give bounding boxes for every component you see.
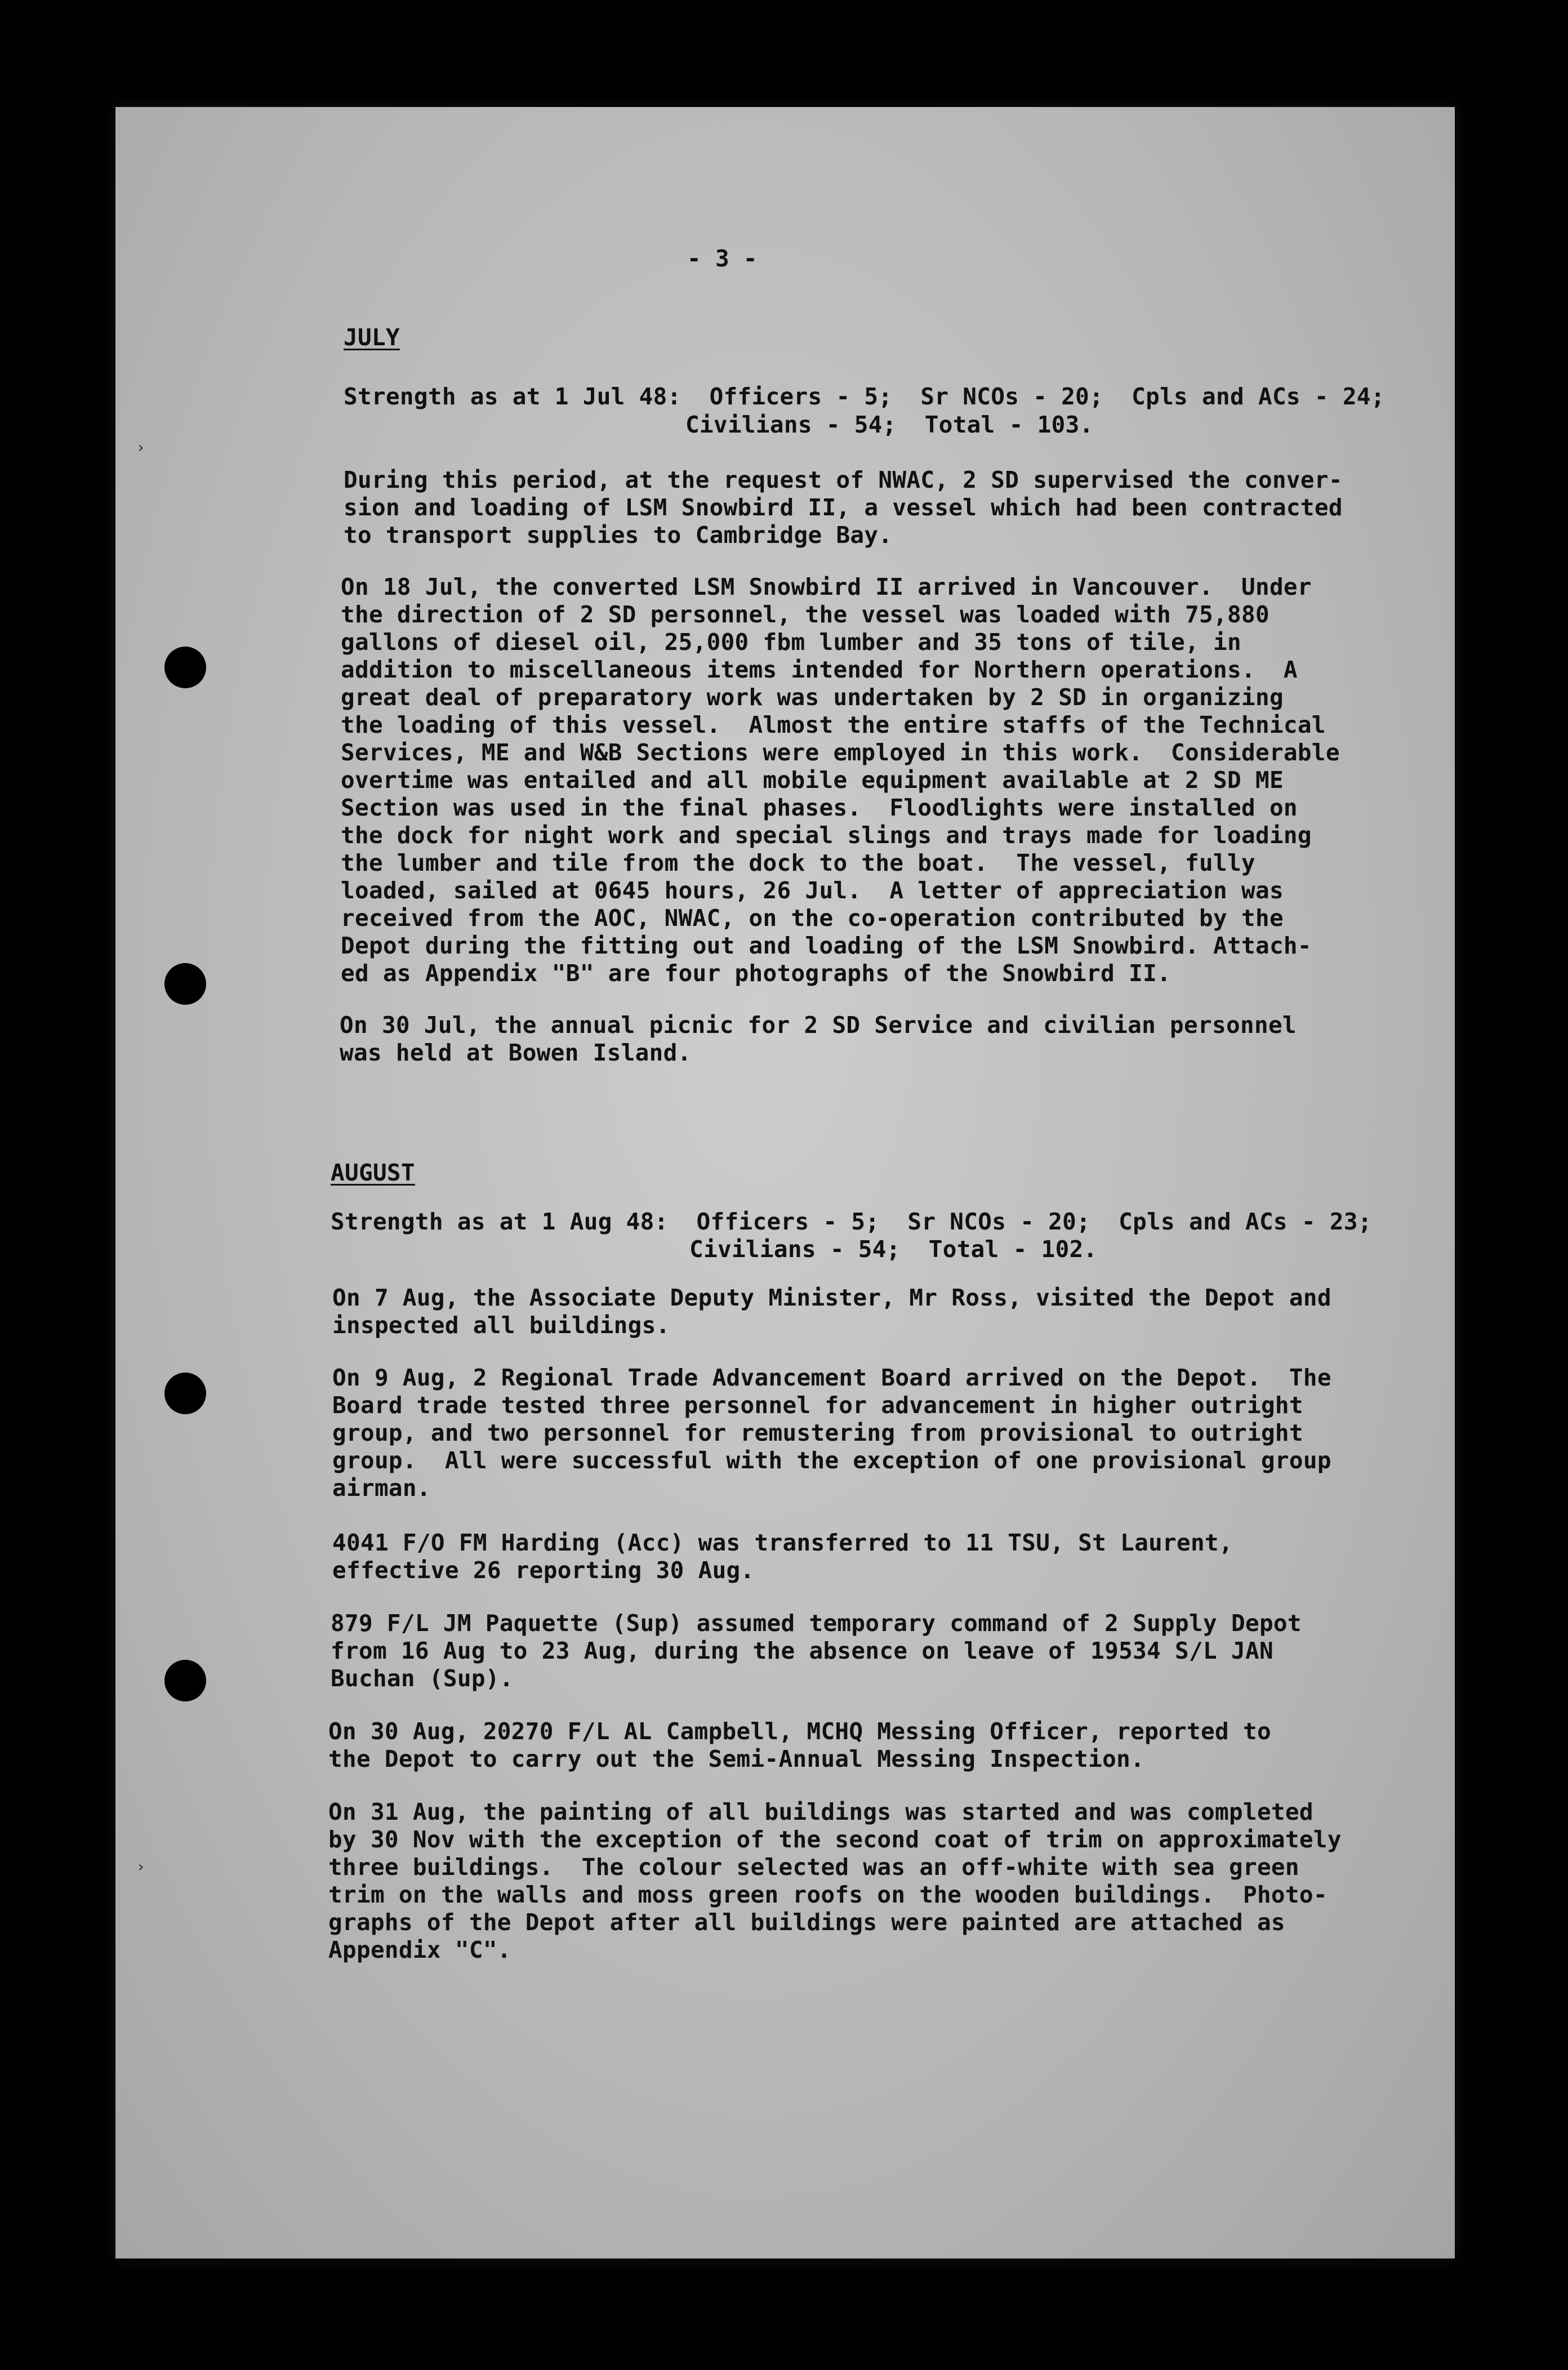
text-line: the direction of 2 SD personnel, the vessel was loaded with 75,880	[341, 601, 1269, 628]
text-line: trim on the walls and moss green roofs on the wooden buildings. Photo-	[328, 1881, 1328, 1908]
text-line: airman.	[332, 1474, 431, 1502]
text-line: On 7 Aug, the Associate Deputy Minister, Mr Ross, visited the Depot and	[332, 1284, 1331, 1311]
margin-mark: ›	[138, 1859, 144, 1875]
margin-mark: ›	[138, 439, 144, 456]
punch-hole	[164, 1660, 206, 1701]
punch-hole	[164, 1373, 206, 1414]
text-line: Section was used in the final phases. Floodlights were installed on	[341, 794, 1298, 821]
text-line: inspected all buildings.	[332, 1312, 670, 1339]
text-line: loaded, sailed at 0645 hours, 26 Jul. A letter of appreciation was	[341, 877, 1284, 904]
text-line: overtime was entailed and all mobile equipment available at 2 SD ME	[341, 767, 1284, 794]
text-line: addition to miscellaneous items intended for Northern operations. A	[341, 656, 1298, 683]
august-strength-line1: Strength as at 1 Aug 48: Officers - 5; Sr NCOs - 20; Cpls and ACs - 23;	[331, 1208, 1372, 1235]
text-line: Services, ME and W&B Sections were employed in this work. Considerable	[341, 739, 1340, 766]
july-strength-line2: Civilians - 54; Total - 103.	[685, 411, 1094, 438]
punch-hole	[164, 963, 206, 1005]
punch-hole	[164, 647, 206, 688]
text-line: the dock for night work and special slings and trays made for loading	[341, 822, 1312, 849]
text-line: sion and loading of LSM Snowbird II, a vessel which had been contracted	[344, 494, 1343, 521]
text-line: was held at Bowen Island.	[340, 1039, 692, 1066]
text-line: the lumber and tile from the dock to the boat. The vessel, fully	[341, 849, 1255, 876]
section-heading-july: JULY	[344, 324, 400, 351]
text-line: Board trade tested three personnel for advancement in higher outright	[332, 1392, 1303, 1419]
text-line: the loading of this vessel. Almost the entire staffs of the Technical	[341, 711, 1326, 738]
page-number: - 3 -	[687, 245, 758, 272]
text-line: three buildings. The colour selected was an off-white with sea green	[328, 1854, 1299, 1881]
text-line: On 30 Aug, 20270 F/L AL Campbell, MCHQ Messing Officer, reported to	[328, 1718, 1271, 1745]
text-line: group. All were successful with the exception of one provisional group	[332, 1447, 1331, 1474]
text-line: Depot during the fitting out and loading of the LSM Snowbird. Attach-	[341, 932, 1312, 959]
text-line: Appendix "C".	[328, 1936, 511, 1963]
section-heading-august: AUGUST	[331, 1159, 415, 1186]
text-line: group, and two personnel for remustering from provisional to outright	[332, 1419, 1303, 1446]
text-line: On 31 Aug, the painting of all buildings was started and was completed	[328, 1798, 1313, 1825]
text-line: received from the AOC, NWAC, on the co-operation contributed by the	[341, 905, 1284, 932]
text-line: the Depot to carry out the Semi-Annual Messing Inspection.	[328, 1745, 1145, 1772]
text-line: from 16 Aug to 23 Aug, during the absence on leave of 19534 S/L JAN	[331, 1637, 1273, 1664]
text-line: Buchan (Sup).	[331, 1665, 514, 1692]
document-page	[115, 107, 1455, 2258]
text-line: ed as Appendix "B" are four photographs of the Snowbird II.	[341, 960, 1171, 987]
august-strength-line2: Civilians - 54; Total - 102.	[689, 1236, 1098, 1263]
text-line: On 30 Jul, the annual picnic for 2 SD Service and civilian personnel	[340, 1012, 1297, 1039]
text-line: gallons of diesel oil, 25,000 fbm lumber and 35 tons of tile, in	[341, 629, 1241, 656]
july-strength-line1: Strength as at 1 Jul 48: Officers - 5; Sr NCOs - 20; Cpls and ACs - 24;	[344, 383, 1385, 410]
text-line: On 9 Aug, 2 Regional Trade Advancement Board arrived on the Depot. The	[332, 1364, 1331, 1391]
text-line: 879 F/L JM Paquette (Sup) assumed temporary command of 2 Supply Depot	[331, 1610, 1302, 1637]
text-line: 4041 F/O FM Harding (Acc) was transferred to 11 TSU, St Laurent,	[332, 1529, 1233, 1556]
text-line: On 18 Jul, the converted LSM Snowbird II arrived in Vancouver. Under	[341, 573, 1312, 600]
text-line: graphs of the Depot after all buildings were painted are attached as	[328, 1909, 1285, 1936]
text-line: to transport supplies to Cambridge Bay.	[344, 522, 893, 549]
text-line: During this period, at the request of NWAC, 2 SD supervised the conver-	[344, 466, 1343, 493]
text-line: effective 26 reporting 30 Aug.	[332, 1557, 755, 1584]
text-line: by 30 Nov with the exception of the second coat of trim on approximately	[328, 1826, 1342, 1853]
text-line: great deal of preparatory work was undertaken by 2 SD in organizing	[341, 684, 1284, 711]
